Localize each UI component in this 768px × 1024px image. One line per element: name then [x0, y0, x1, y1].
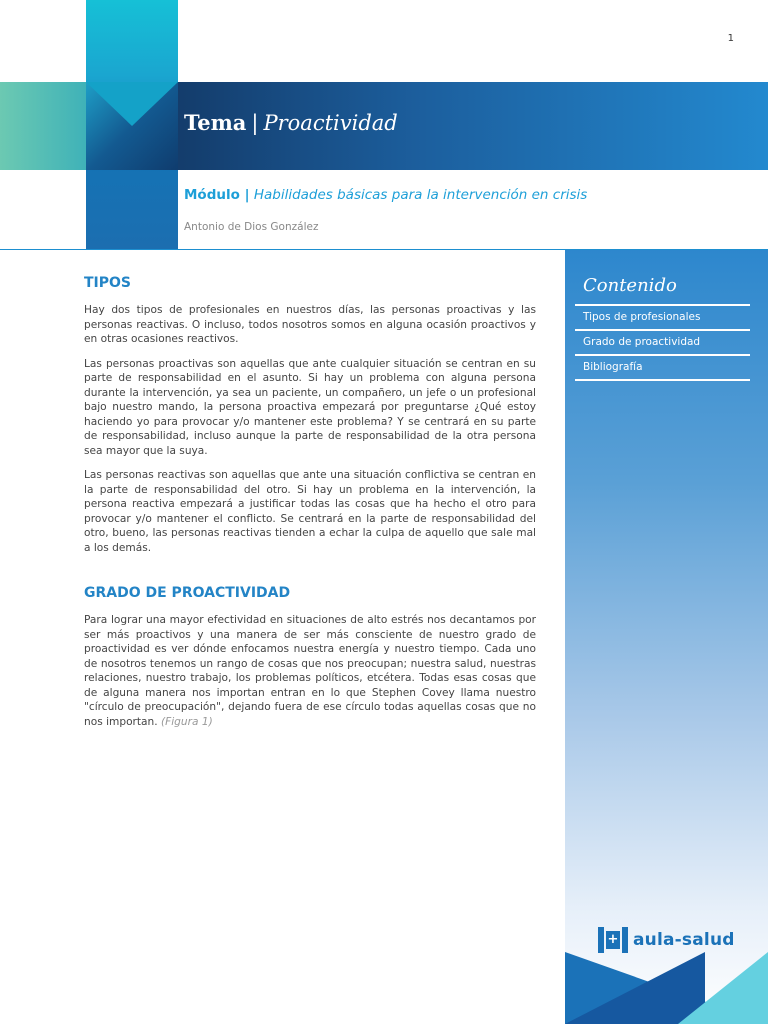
tema-label: Tema — [184, 110, 247, 135]
page-title — [184, 110, 398, 135]
toc-item-grado[interactable]: Grado de proactividad — [575, 331, 750, 356]
tema-value: Proactividad — [263, 111, 398, 135]
toc-list — [575, 304, 750, 381]
header-band-left-accent — [0, 82, 86, 170]
sidebar-contents — [565, 250, 768, 1024]
main-content — [84, 275, 536, 739]
logo-text: aula-salud — [633, 930, 735, 950]
sidebar-title: Contenido — [583, 275, 677, 296]
footer-triangles — [565, 952, 768, 1024]
header-cross-triangle — [86, 82, 178, 126]
section-title-grado: GRADO DE PROACTIVIDAD — [84, 585, 291, 601]
figure-reference[interactable]: (Figura 1) — [161, 715, 213, 728]
logo-mark-icon: + — [598, 927, 628, 953]
module-value: Habilidades básicas para la intervención en crisis — [253, 187, 588, 203]
toc-item-tipos[interactable]: Tipos de profesionales — [575, 306, 750, 331]
tema-separator: | — [251, 111, 259, 135]
aula-salud-logo — [598, 926, 735, 954]
paragraph: Para lograr una mayor efectividad en situaciones de alto estrés nos decantamos por ser más proactivos y una manera de ser más consciente de nuestro grado de proactividad es ver dónde enfocamos nuestra energía y nuestro tiempo. Cada uno de nosotros tenemos un rango de cosas que nos preocupan; nuestra salud, nuestras relaciones, nuestro trabajo, los problemas políticos, etcétera. Todas esas cosas que de alguna manera nos importan entran en lo que Stephen Covey llama nuestro "círculo de preocupación", dejando fuera de ese círculo todas aquellas cosas que no nos importan. (Figura 1) — [84, 614, 536, 728]
section-title-tipos: TIPOS — [84, 275, 132, 291]
author-name: Antonio de Dios González — [184, 221, 319, 233]
paragraph: Las personas proactivas son aquellas que ante cualquier situación se centran en su parte de responsabilidad en el asunto. Si hay un problema con alguna persona durante la intervención, ya sea un paciente, un compañero, un jefe o un profesional bajo nuestro mando, la persona proactiva empezará por preguntarse ¿Qué estoy haciendo yo para provocar y/o mantener este problema? Y se centrará en su parte de responsabilidad, incluso aunque la parte de responsabilidad de la otra persona sea mayor que la suya. — [84, 357, 536, 457]
module-line — [184, 187, 587, 203]
page-number: 1 — [727, 33, 734, 44]
toc-item-bibliografia[interactable]: Bibliografía — [575, 356, 750, 381]
paragraph: Las personas reactivas son aquellas que ante una situación conflictiva se centran en la parte de responsabilidad del otro. Si hay un problema en la intervención, la persona reactiva empezará a justificar todas las cosas que ha hecho el otro para provocar y/o mantener el conflicto. Se centrará en la parte de responsabilidad del otro, bueno, las personas reactivas tienden a echar la culpa de aquello que sale mal a los demás. — [84, 469, 536, 554]
paragraph: Hay dos tipos de profesionales en nuestros días, las personas proactivas y las personas reactivas. O incluso, todos nosotros somos en alguna ocasión proactivos y en otras ocasiones reactivos. — [84, 304, 536, 345]
module-label: Módulo | — [184, 187, 250, 203]
